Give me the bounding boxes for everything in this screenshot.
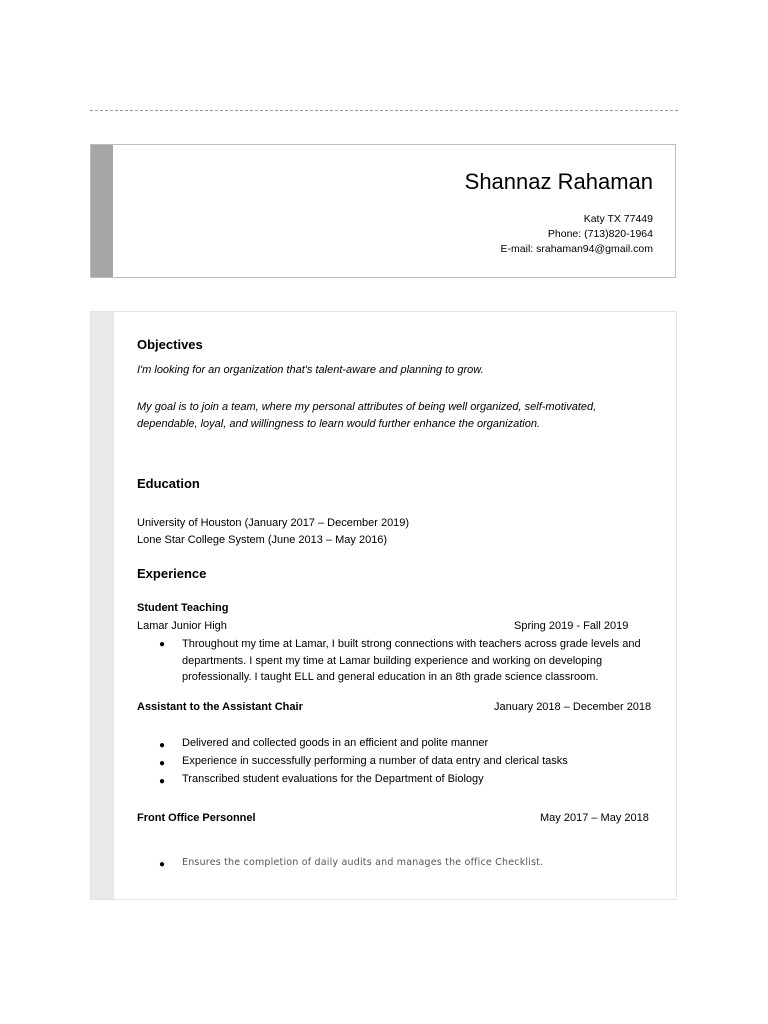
job-dates: January 2018 – December 2018	[494, 701, 652, 713]
job-title: Assistant to the Assistant Chair	[137, 701, 303, 713]
job-bullet-text: Delivered and collected goods in an efficient and polite manner	[182, 737, 489, 749]
body-accent-bar	[91, 312, 114, 899]
contact-email: E-mail: srahaman94@gmail.com	[500, 243, 653, 255]
experience-heading: Experience	[137, 566, 207, 581]
resume-body	[90, 311, 677, 900]
job-title: Student Teaching	[137, 602, 229, 614]
bullet-icon: ●	[159, 740, 166, 751]
education-item: University of Houston (January 2017 – December 2019)	[137, 517, 410, 529]
job-title: Front Office Personnel	[137, 812, 256, 824]
job-bullet-text: Throughout my time at Lamar, I built strong connections with teachers across grade levels and departments. I spent my time at Lamar building experience and working on developing professionally. I taught ELL and general education in an 8th grade science classroom.	[182, 638, 641, 683]
job-bullet-text: Experience in successfully performing a number of data entry and clerical tasks	[182, 755, 568, 767]
job-bullet-text: Ensures the completion of daily audits and manages the office Checklist.	[182, 857, 544, 868]
candidate-name	[465, 169, 653, 195]
bullet-icon: ●	[159, 758, 166, 769]
job-place: Lamar Junior High	[137, 620, 227, 632]
name-text: Shannaz Rahaman	[464, 169, 653, 194]
bullet-icon: ●	[159, 639, 166, 650]
contact-block	[501, 212, 653, 257]
objectives-line-2: My goal is to join a team, where my personal attributes of being well organized, self-motivated,	[137, 401, 597, 413]
resume-header	[90, 144, 676, 278]
objectives-line-3: dependable, loyal, and willingness to learn would further enhance the organization.	[137, 418, 540, 430]
bullet-icon: ●	[159, 859, 166, 870]
objectives-line-1: I'm looking for an organization that's talent-aware and planning to grow.	[137, 364, 484, 376]
education-heading: Education	[137, 476, 200, 491]
dashed-divider	[90, 110, 678, 111]
objectives-heading: Objectives	[137, 337, 203, 352]
job-bullet-text: Transcribed student evaluations for the Department of Biology	[182, 773, 484, 785]
bullet-icon: ●	[159, 776, 166, 787]
header-accent-bar	[91, 145, 113, 277]
job-dates: May 2017 – May 2018	[540, 812, 649, 824]
contact-location: Katy TX 77449	[583, 213, 653, 225]
contact-phone: Phone: (713)820-1964	[547, 228, 653, 240]
education-item: Lone Star College System (June 2013 – May 2016)	[137, 534, 388, 546]
job-dates: Spring 2019 - Fall 2019	[514, 620, 629, 632]
